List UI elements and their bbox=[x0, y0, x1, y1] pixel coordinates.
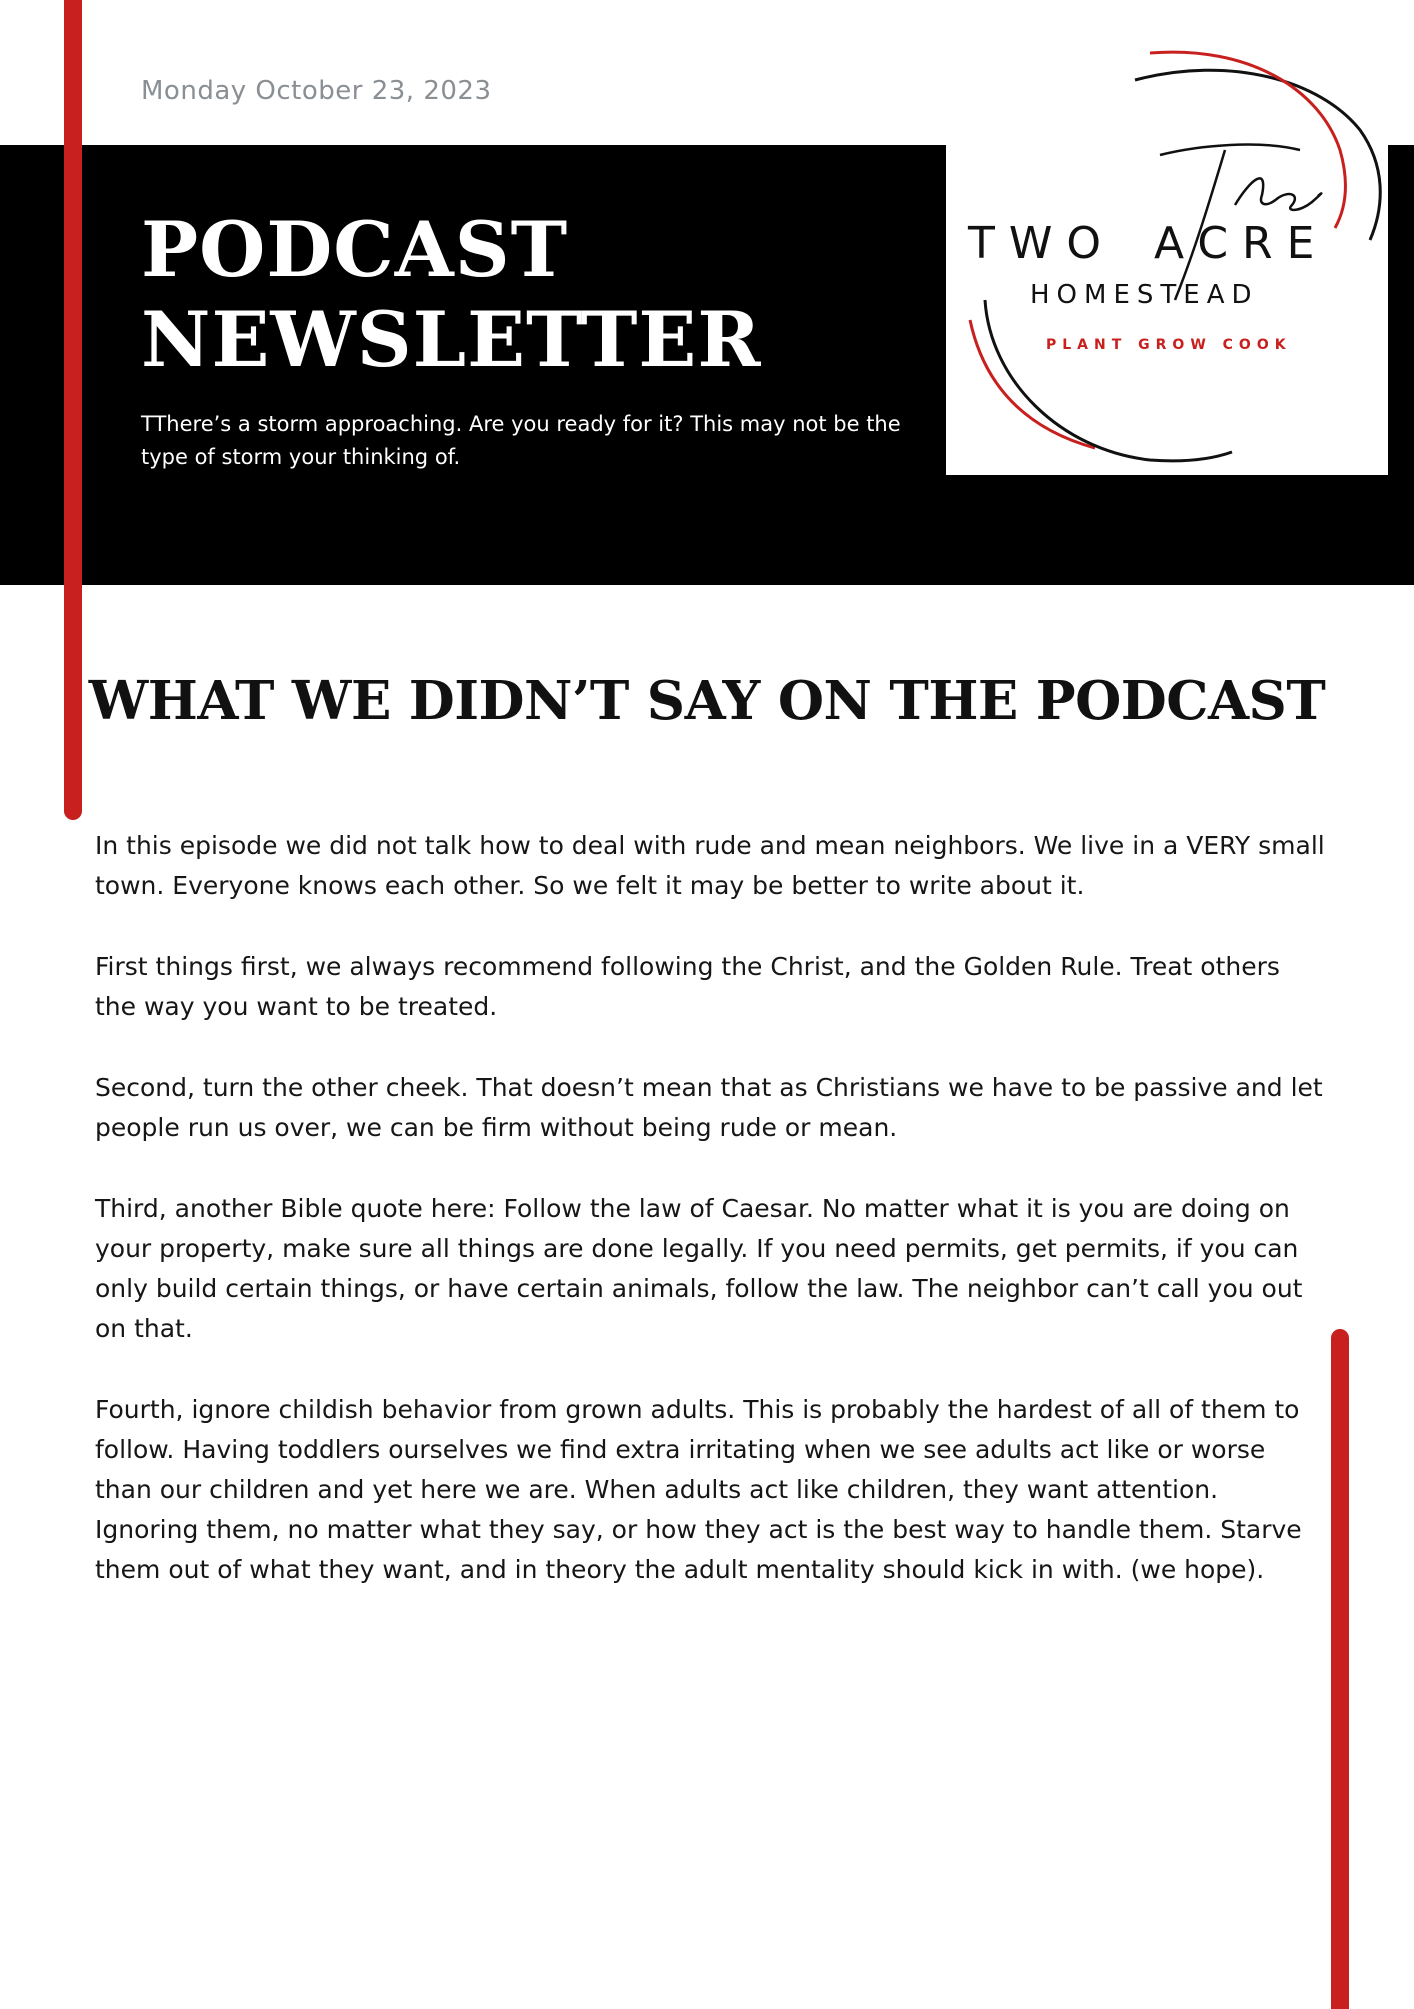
article-paragraph: Second, turn the other cheek. That doesn’t mean that as Christians we have to be passive and let people run us over, we can be firm without being rude or mean. bbox=[95, 1073, 1323, 1142]
logo-word-two: TWO bbox=[968, 218, 1116, 269]
logo-word-acre: ACRE bbox=[1154, 218, 1329, 269]
logo-word-homestead: HOMESTEAD bbox=[1030, 280, 1259, 310]
article-paragraph: Fourth, ignore childish behavior from grown adults. This is probably the hardest of all of them to follow. Having toddlers ourselves we find extra irritating when we see adults act like or worse than our children and yet here we are. When adults act like children, they want attention. Ignoring them, no matter what they say, or how they act is the best way to handle them. Starve them out of what they want, and in theory the adult mentality should kick in with. (we hope). bbox=[95, 1395, 1302, 1584]
newsletter-date: Monday October 23, 2023 bbox=[141, 76, 492, 106]
title-line-2: NEWSLETTER bbox=[141, 295, 762, 384]
article-paragraph: In this episode we did not talk how to deal with rude and mean neighbors. We live in a VERY small town. Everyone knows each other. So we felt it may be better to write about it. bbox=[95, 831, 1325, 900]
article-paragraph: Third, another Bible quote here: Follow the law of Caesar. No matter what it is you are doing on your property, make sure all things are done legally. If you need permits, get permits, if you can only build certain things, or have certain animals, follow the law. The neighbor can’t call you out on that. bbox=[95, 1194, 1303, 1343]
logo-tagline: PLANT GROW COOK bbox=[1046, 337, 1292, 353]
title-line-1: PODCAST bbox=[141, 205, 569, 294]
article-paragraph: First things first, we always recommend following the Christ, and the Golden Rule. Treat others the way you want to be treated. bbox=[95, 952, 1280, 1021]
page-title bbox=[141, 205, 762, 385]
header-subtitle: TThere’s a storm approaching. Are you ready for it? This may not be the type of storm your thinking of. bbox=[141, 412, 901, 469]
article-body bbox=[95, 826, 1325, 1631]
logo-box bbox=[946, 145, 1388, 475]
article-heading: WHAT WE DIDN’T SAY ON THE PODCAST bbox=[88, 670, 1326, 732]
accent-bar-right bbox=[1331, 1329, 1349, 2009]
